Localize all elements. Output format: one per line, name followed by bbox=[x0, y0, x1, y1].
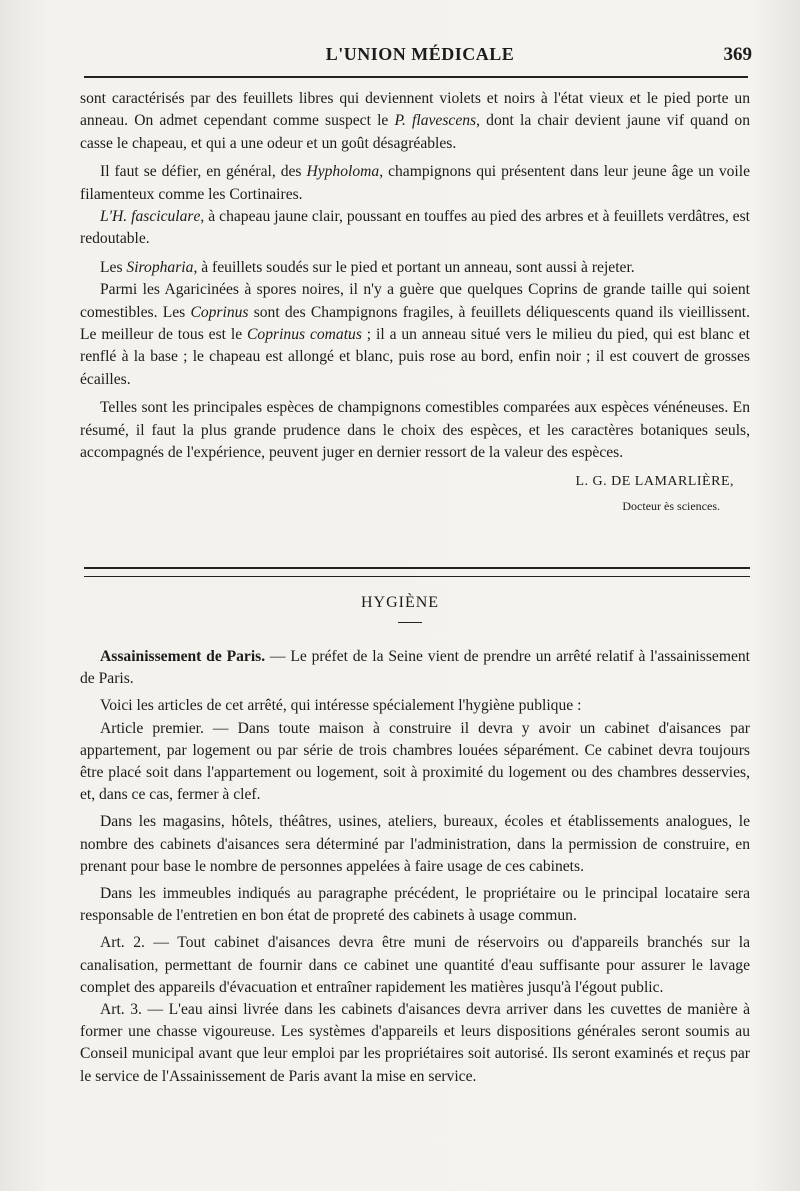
signature: L. G. DE LAMARLIÈRE, bbox=[575, 473, 734, 489]
paragraph: Il faut se défier, en général, des Hypholoma, champignons qui présentent dans leur jeune âge un voile filamenteux comme les Cortinaires. bbox=[80, 163, 750, 203]
paragraph: Voici les articles de cet arrêté, qui intéresse spécialement l'hygiène publique : bbox=[100, 697, 582, 715]
section-divider bbox=[84, 567, 750, 577]
run-in-heading: Assainissement de Paris. bbox=[100, 648, 266, 665]
paragraph: Art. 2. — Tout cabinet d'aisances devra être muni de réservoirs ou d'appareils branchés sur la canalisation, permettant de fournir dans ce cabinet une quantité d'eau suffisante pour assurer le lavage complet des appareils d'évacuation et entraîner rapidement les matières jusqu'à l'égout public. bbox=[80, 934, 750, 996]
running-head bbox=[80, 42, 760, 72]
paragraph: Telles sont les principales espèces de champignons comestibles comparées aux espèces vénéneuses. En résumé, il faut la plus grande prudence dans le choix des espèces, et les caractères botaniques seuls, accompagnés de l'expérience, peuvent juger en dernier ressort de la valeur des espèces. bbox=[80, 399, 750, 462]
section-title: HYGIÈNE bbox=[360, 594, 440, 611]
running-title: L'UNION MÉDICALE bbox=[325, 44, 515, 64]
paragraph: Article premier. — Dans toute maison à construire il devra y avoir un cabinet d'aisances par appartement, par logement ou par série de trois chambres louées séparément. Ce cabinet devra toujours être placé soit dans l'appartement ou logement, soit à proximité du logement ou des chambres desservies, et, dans ce cas, fermer à clef. bbox=[80, 719, 750, 804]
paragraph: Parmi les Agaricinées à spores noires, il n'y a guère que quelques Coprins de grande taille qui soient comestibles. Les Coprinus sont des Champignons fragiles, à feuillets déliquescents quand ils vieillissent. Le meilleur de tous est le Coprinus comatus ; il a un anneau situé vers le milieu du pied, qui est blanc et renflé à la base ; le chapeau est allongé et blanc, puis rose au bord, enfin noir ; il est couvert de grosses écailles. bbox=[80, 281, 750, 388]
paragraph: Dans les immeubles indiqués au paragraphe précédent, le propriétaire ou le principal locataire sera responsable de l'entretien en bon état de propreté des cabinets à usage commun. bbox=[80, 885, 750, 925]
paragraph: Art. 3. — L'eau ainsi livrée dans les cabinets d'aisances devra arriver dans les cuvettes de manière à former une chasse vigoureuse. Les systèmes d'appareils et leurs dispositions générales seront soumis au Conseil municipal avant que leur emploi par les propriétaires soit autorisé. Ils seront examinés et reçus par le service de l'Assainissement de Paris avant la mise en service. bbox=[80, 1001, 750, 1085]
header-rule bbox=[84, 76, 748, 78]
page-number: 369 bbox=[723, 44, 752, 65]
paragraph: Les Siropharia, à feuillets soudés sur le pied et portant un anneau, sont aussi à rejeter. bbox=[100, 258, 635, 276]
paragraph: L'H. fascicularе, à chapeau jaune clair, poussant en touffes au pied des arbres et à feuillets verdâtres, est redoutable. bbox=[80, 208, 750, 248]
title-rule bbox=[398, 622, 422, 623]
paragraph: Assainissement de Paris. — Le préfet de la Seine vient de prendre un arrêté relatif à l'assainissement de Paris. bbox=[80, 648, 750, 688]
paragraph: Dans les magasins, hôtels, théâtres, usines, ateliers, bureaux, écoles et établissements analogues, le nombre des cabinets d'aisances sera déterminé par l'administration, dans la permission de construire, en prenant pour base le nombre de personnes appelées à faire usage de ces cabinets. bbox=[80, 813, 750, 875]
signature-title: Docteur ès sciences. bbox=[622, 498, 720, 513]
hygiene-article bbox=[80, 646, 750, 1088]
mushroom-article bbox=[80, 88, 750, 517]
paragraph: sont caractérisés par des feuillets libres qui deviennent violets et noirs à l'état vieux et le pied porte un anneau. On admet cependant comme suspect le P. flavescens, dont la chair devient jaune vif quand on casse le chapeau, et qui a une odeur et un goût désagréables. bbox=[80, 90, 750, 152]
